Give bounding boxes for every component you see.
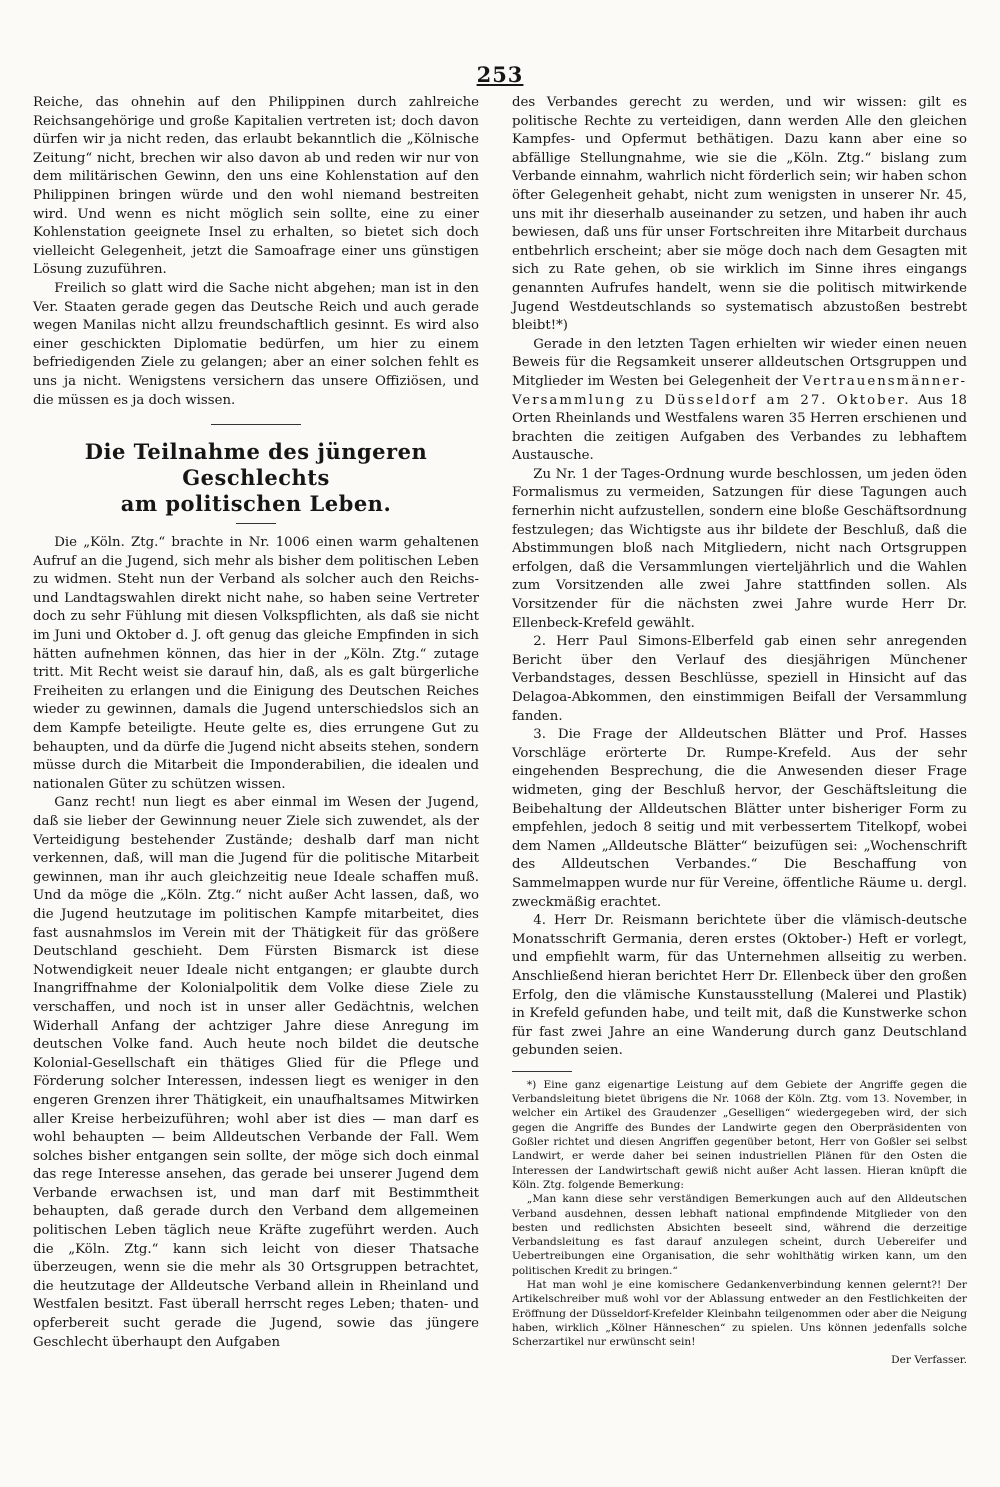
paragraph: 2. Herr Paul Simons-Elberfeld gab einen sehr anregenden Bericht über den Verlauf des diesjährigen Münchener Verbandstages, dessen Beschlüsse, speziell in Hinsicht auf das Delagoa-Abkommen, den einstimmigen Beifall der Versammlung fanden.	[512, 634, 967, 724]
footnote-paragraph: *) Eine ganz eigenartige Leistung auf dem Gebiete der Angriffe gegen die Verbandsleitung bietet übrigens die Nr. 1068 der Köln. Ztg. vom 13. November, in welcher ein Artikel des Graudenzer „Geselligen“ wiedergegeben wird, der sich gegen die Angriffe des Bundes der Landwirte gegen den Oberpräsidenten von Goßler richtet und diesen Angriffen gegenüber betont, Herr von Goßler sei selbst Landwirt, er werde daher bei seinen industriellen Plänen für den Osten die Interessen der Landwirtschaft gewiß nicht außer Acht lassen. Hieran knüpft die Köln. Ztg. folgende Bemerkung:	[512, 1078, 967, 1191]
paragraph: des Verbandes gerecht zu werden, und wir wissen: gilt es politische Rechte zu verteidigen, dann werden Alle den gleichen Kampfes- und Opfermut bethätigen. Dazu kann aber eine so abfällige Stellungnahme, wie sie die „Köln. Ztg.“ bislang zum Verbande einnahm, wahrlich nicht förderlich sein; wir haben schon öfter Gelegenheit gehabt, nicht zum wenigsten in unserer Nr. 45, uns mit ihr dieserhalb auseinander zu setzen, und haben ihr auch bewiesen, daß uns für unser Fortschreiten ihre Mitarbeit durchaus entbehrlich erscheint; aber sie möge doch nach dem Gesagten mit sich zu Rate gehen, ob sie wirklich im Sinne ihres eingangs genannten Aufrufes handelt, wenn sie die politisch mitwirkende Jugend Westdeutschlands so systematisch abzustoßen bestrebt bleibt!*)	[512, 95, 967, 334]
paragraph: 3. Die Frage der Alldeutschen Blätter und Prof. Hasses Vorschläge erörterte Dr. Rumpe-Krefeld. Aus der sehr eingehenden Besprechung, die die Anwesenden dieser Frage widmeten, ging der Beschluß hervor, der Geschäftsleitung die Beibehaltung der Alldeutschen Blätter unter bisheriger Form zu empfehlen, jedoch 8 seitig und mit verbessertem Titelkopf, wobei dem Namen „Alldeutsche Blätter“ beizufügen sei: „Wochenschrift des Alldeutschen Verbandes.“ Die Beschaffung von Sammelmappen wurde nur für Vereine, öffentliche Räume u. dergl. zweckmäßig erachtet.	[512, 727, 967, 910]
footnote-paragraph: Hat man wohl je eine komischere Gedankenverbindung kennen gelernt?! Der Artikelschreiber muß wohl vor der Ablassung entweder an den Festlichkeiten der Eröffnung der Düsseldorf-Krefelder Kleinbahn teilgenommen oder aber die Neigung haben, wirklich „Kölner Hänneschen“ zu spielen. Uns können jedenfalls solche Scherzartikel nur erwünscht sein!	[512, 1279, 967, 1349]
article-headline	[33, 439, 479, 517]
footnote-quote: „Man kann diese sehr verständigen Bemerkungen auch auf den Alldeutschen Verband ausdehnen, dessen lebhaft national empfindende Mitglieder von den besten und redlichsten Absichten beseelt sind, während die derzeitige Verbandsleitung es fast darauf anzulegen scheint, durch Uebereifer und Uebertreibungen eine Organisation, die sehr wohlthätig wirken kann, um den politischen Kredit zu bringen.“	[512, 1193, 967, 1277]
divider	[236, 523, 276, 524]
paragraph: Freilich so glatt wird die Sache nicht abgehen; man ist in den Ver. Staaten gerade gegen das Deutsche Reich und auch gerade wegen Manilas nicht allzu freundschaftlich gesinnt. Es wird also einer geschickten Diplomatie bedürfen, um hier zu einem befriedigenden Ziele zu gelangen; aber an einer solchen fehlt es uns ja nicht. Wenigstens versichern das unsere Offiziösen, und die müssen es ja doch wissen.	[33, 280, 479, 408]
left-column	[33, 94, 479, 1352]
right-column	[512, 94, 967, 1367]
paragraph: 4. Herr Dr. Reismann berichtete über die vlämisch-deutsche Monatsschrift Germania, deren erstes (Oktober-) Heft er vorlegt, und empfiehlt warm, für das Unternehmen allseitig zu werben. Anschließend hieran berichtet Herr Dr. Ellenbeck über den großen Erfolg, den die vlämische Kunstausstellung (Malerei und Plastik) in Krefeld gefunden habe, und teilt mit, daß die Kunstwerke schon für fast zwei Jahre an eine Wanderung durch ganz Deutschland gebunden seien.	[512, 913, 967, 1059]
headline-line-1: Die Teilnahme des jüngeren Geschlechts	[84, 439, 428, 491]
page-number: 253	[476, 62, 524, 87]
paragraph: Zu Nr. 1 der Tages-Ordnung wurde beschlossen, um jeden öden Formalismus zu vermeiden, Satzungen für diese Tagungen auch fernerhin nicht aufzustellen, sondern eine bloße Geschäftsordnung festzulegen; das Wichtigste aus ihr bildete der Beschluß, daß die Abstimmungen bloß nach Mitgliedern, nicht nach Ortsgruppen erfolgen, daß die Versammlungen vierteljährlich und die Wahlen zum Vorsitzenden alle zwei Jahre stattfinden sollen. Als Vorsitzender für die nächsten zwei Jahre wurde Herr Dr. Ellenbeck-Krefeld gewählt.	[512, 466, 967, 631]
paragraph: Ganz recht! nun liegt es aber einmal im Wesen der Jugend, daß sie lieber der Gewinnung neuer Ziele sich zuwendet, als der Verteidigung bestehender Zustände; deshalb darf man nicht verkennen, daß, will man die Jugend für die politische Mitarbeit gewinnen, man ihr auch gleichzeitig neue Ideale schaffen muß. Und da möge die „Köln. Ztg.“ nicht außer Acht lassen, daß, wo die Jugend heutzutage im politischen Kampfe mitarbeitet, dies fast ausnahmslos im Verein mit der Thätigkeit für das größere Deutschland geschieht. Dem Fürsten Bismarck ist diese Notwendigkeit neuer Ideale nicht entgangen; er glaubte durch Inangriffnahme der Kolonialpolitik dem Volke diese Ziele zu verschaffen, und noch ist in unser aller Gedächtnis, welchen Widerhall Anfang der achtziger Jahre diese Anregung im deutschen Volke fand. Auch heute noch bildet die deutsche Kolonial-Gesellschaft ein thätiges Glied für die Pflege und Förderung solcher Interessen, indessen liegt es weniger in den engeren Grenzen ihrer Thätigkeit, ein unaufhaltsames Mitwirken aller Kreise herbeizuführen; wohl aber ist dies — man darf es wohl behaupten — beim Alldeutschen Verbande der Fall. Wem solches bisher entgangen sein sollte, der möge sich doch einmal das rege Interesse ansehen, das gerade bei unserer Jugend dem Verbande erwachsen ist, und man darf mit Bestimmtheit behaupten, daß gerade durch den Verband dem allgemeinen politischen Leben täglich neue Kräfte zugeführt werden. Auch die „Köln. Ztg.“ kann sich leicht von dieser Thatsache überzeugen, wenn sie die mehr als 30 Ortsgruppen betrachtet, die heutzutage der Alldeutsche Verband allein in Rheinland und Westfalen besitzt. Fast überall herrscht reges Leben; thaten- und opferbereit sucht gerade die Jugend, sowie das jüngere Geschlecht überhaupt den Aufgaben	[33, 795, 479, 1350]
meeting-title: Vertrauensmänner-Versammlung zu Düsseldorf am 27. Oktober.	[512, 373, 967, 408]
footnote-rule	[512, 1071, 572, 1072]
paragraph-text: Gerade in den letzten Tagen erhielten wir wieder einen neuen Beweis für die Regsamkeit unserer alldeutschen Ortsgruppen und Mitglieder im Westen bei Gelegenheit der	[512, 336, 967, 389]
paragraph: Reiche, das ohnehin auf den Philippinen durch zahlreiche Reichsangehörige und große Kapitalien vertreten ist; doch davon dürfen wir ja nicht reden, das erlaubt bekanntlich die „Kölnische Zeitung“ nicht, brechen wir also davon ab und reden wir nur von dem militärischen Gewinn, den uns eine Kohlenstation auf den Philippinen bringen würde und den wohl niemand bestreiten wird. Und wenn es nicht möglich sein sollte, eine zu einer Kohlenstation geeignete Insel zu erhalten, so bietet sich doch vielleicht Gelegenheit, jetzt die Samoafrage einer uns günstigen Lösung zuzuführen.	[33, 95, 479, 278]
paragraph-text: Aus 18 Orten Rheinlands und Westfalens waren 35 Herren erschienen und brachten die zeitigen Aufgaben des Verbandes zu lebhaftem Austausche.	[512, 392, 968, 464]
paragraph	[512, 336, 967, 466]
paragraph: Die „Köln. Ztg.“ brachte in Nr. 1006 einen warm gehaltenen Aufruf an die Jugend, sich mehr als bisher dem politischen Leben zu widmen. Steht nun der Verband als solcher auch den Reichs- und Landtagswahlen direkt nicht nahe, so haben seine Vertreter doch zu sehr Fühlung mit diesen Volkspflichten, als daß sie nicht im Juni und Oktober d. J. oft genug das gleiche Empfinden in sich hätten aufnehmen können, das hier in der „Köln. Ztg.“ zutage tritt. Mit Recht weist sie darauf hin, daß, als es galt bürgerliche Freiheiten zu erlangen und die Einigung des Deutschen Reiches wieder zu gewinnen, damals die Jugend unterschiedslos sich an dem Kampfe beteiligte. Heute gelte es, dies errungene Gut zu behaupten, und da dürfe die Jugend nicht abseits stehen, sondern müsse durch die Mitarbeit die Imponderabilien, die idealen und nationalen Güter zu schützen wissen.	[33, 535, 479, 792]
headline-line-2: am politischen Leben.	[120, 491, 392, 517]
divider	[211, 424, 301, 425]
footnote	[512, 1078, 967, 1367]
signature: Der Verfasser.	[891, 1353, 967, 1366]
